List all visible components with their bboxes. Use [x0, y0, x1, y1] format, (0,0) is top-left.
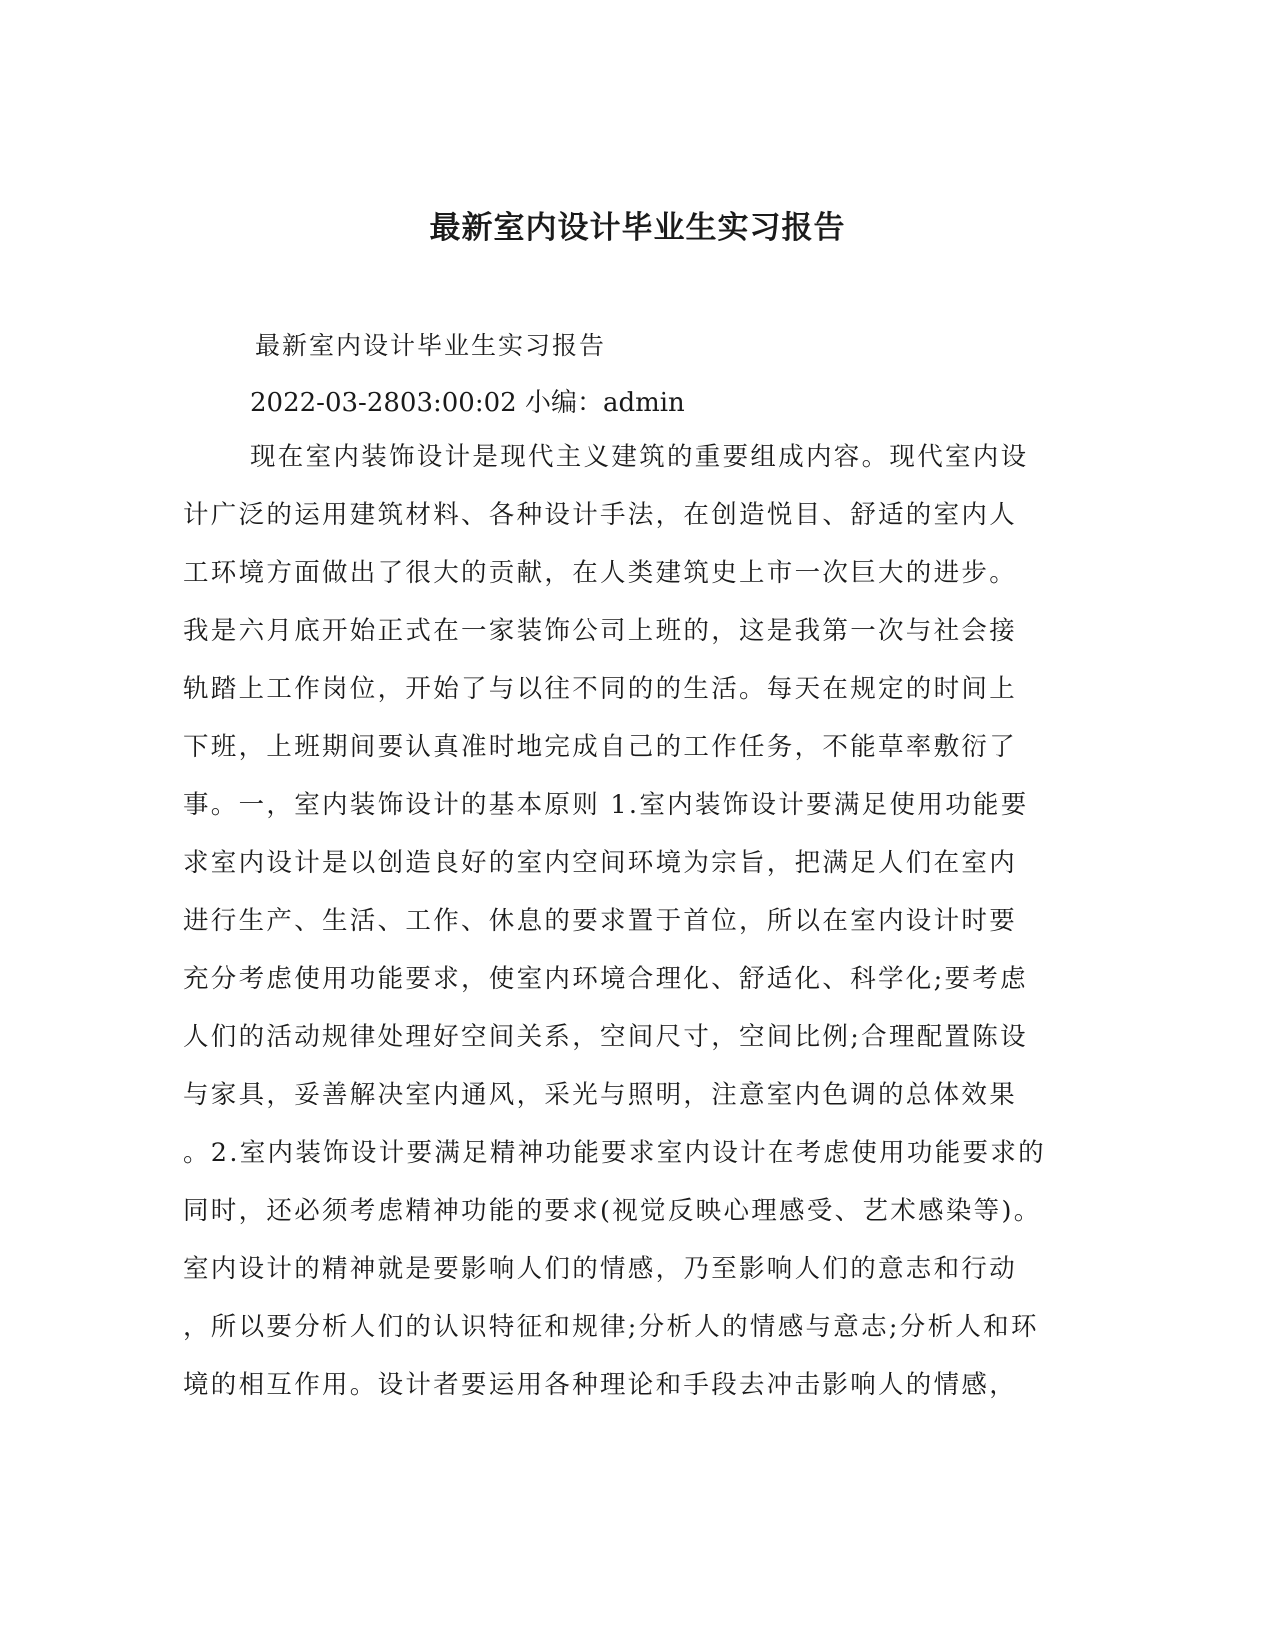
body-line: 现在室内装饰设计是现代主义建筑的重要组成内容。现代室内设 — [250, 442, 1029, 472]
body-line: 事。一，室内装饰设计的基本原则 1.室内装饰设计要满足使用功能要 — [183, 790, 1029, 820]
document-subtitle: 最新室内设计毕业生实习报告 — [255, 331, 607, 360]
body-line: ，所以要分析人们的认识特征和规律;分析人的情感与意志;分析人和环 — [183, 1312, 1039, 1342]
body-line: 人们的活动规律处理好空间关系，空间尺寸，空间比例;合理配置陈设 — [183, 1022, 1028, 1052]
body-line: 下班，上班期间要认真准时地完成自己的工作任务，不能草率敷衍了 — [183, 732, 1018, 762]
body-line: 室内设计的精神就是要影响人们的情感，乃至影响人们的意志和行动 — [183, 1254, 1018, 1284]
body-line: 轨踏上工作岗位，开始了与以往不同的的生活。每天在规定的时间上 — [183, 674, 1018, 704]
body-line: 。2.室内装饰设计要满足精神功能要求室内设计在考虑使用功能要求的 — [183, 1138, 1046, 1168]
body-line: 同时，还必须考虑精神功能的要求(视觉反映心理感受、艺术感染等)。 — [183, 1196, 1042, 1226]
body-line: 与家具，妥善解决室内通风，采光与照明，注意室内色调的总体效果 — [183, 1080, 1018, 1110]
body-line: 求室内设计是以创造良好的室内空间环境为宗旨，把满足人们在室内 — [183, 848, 1018, 878]
body-line: 境的相互作用。设计者要运用各种理论和手段去冲击影响人的情感， — [183, 1370, 1018, 1400]
body-text — [183, 439, 1063, 1425]
body-line: 我是六月底开始正式在一家装饰公司上班的，这是我第一次与社会接 — [183, 616, 1018, 646]
body-line: 进行生产、生活、工作、休息的要求置于首位，所以在室内设计时要 — [183, 906, 1018, 936]
publish-meta: 2022-03-2803:00:02 小编：admin — [250, 388, 685, 418]
body-line: 计广泛的运用建筑材料、各种设计手法，在创造悦目、舒适的室内人 — [183, 500, 1018, 530]
document-title: 最新室内设计毕业生实习报告 — [429, 210, 846, 246]
body-line: 充分考虑使用功能要求，使室内环境合理化、舒适化、科学化;要考虑 — [183, 964, 1028, 994]
body-line: 工环境方面做出了很大的贡献，在人类建筑史上市一次巨大的进步。 — [183, 558, 1018, 588]
